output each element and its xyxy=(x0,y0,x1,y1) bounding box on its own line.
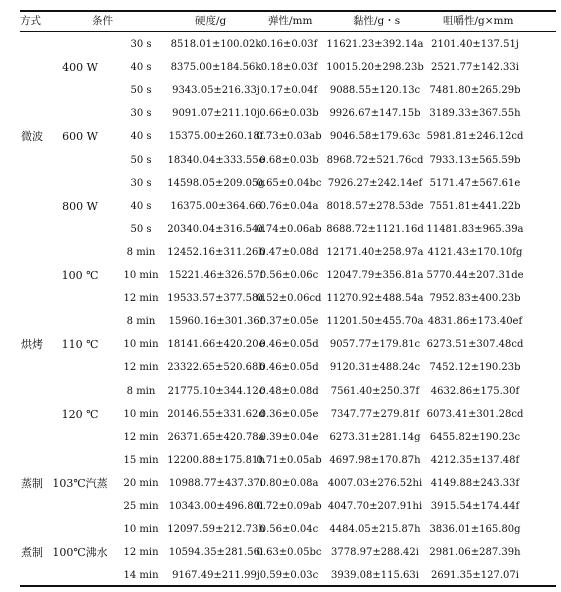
cell-adhesiveness: 9088.55±120.13c xyxy=(329,85,421,97)
cell-hardness: 23322.65±520.68b xyxy=(167,362,265,374)
cell-chewiness: 3915.54±174.44f xyxy=(430,501,520,512)
cell-adhesiveness: 11201.50±455.70a xyxy=(326,316,424,328)
cell-adhesiveness: 12047.79±356.81a xyxy=(326,270,424,281)
cell-chewiness: 4149.88±243.33f xyxy=(430,477,520,489)
cell-hardness: 10594.35±281.56i xyxy=(168,547,264,559)
method-label: 微波 xyxy=(21,130,43,144)
header-hardness: 硬度/g xyxy=(195,15,227,27)
header-chewiness: 咀嚼性/g×mm xyxy=(443,15,514,27)
cell-springiness: 0.37±0.05e xyxy=(259,316,319,328)
cell-chewiness: 5171.47±567.61e xyxy=(429,177,521,189)
cell-springiness: 0.18±0.03f xyxy=(260,62,318,74)
cell-springiness: 0.68±0.03b xyxy=(259,154,319,166)
cell-springiness: 0.80±0.08a xyxy=(259,477,319,489)
cell-adhesiveness: 7926.27±242.14ef xyxy=(327,177,423,189)
condition-label: 100 ℃ xyxy=(61,269,99,282)
header-condition: 条件 xyxy=(92,15,113,27)
cell-hardness: 15960.16±301.36f xyxy=(168,316,264,328)
cell-chewiness: 4212.35±137.48f xyxy=(430,454,520,466)
cell-hardness: 19533.57±377.58d xyxy=(167,293,265,305)
cell-level: 25 min xyxy=(123,501,159,512)
cell-level: 15 min xyxy=(123,454,159,466)
cell-hardness: 15375.00±260.18f xyxy=(168,131,264,143)
cell-chewiness: 7481.80±265.29b xyxy=(429,85,521,97)
cell-adhesiveness: 4697.98±170.87h xyxy=(329,454,421,466)
cell-springiness: 0.16±0.03f xyxy=(260,39,318,50)
cell-adhesiveness: 3778.97±288.42i xyxy=(331,547,419,559)
cell-springiness: 0.36±0.05e xyxy=(259,408,319,420)
cell-level: 50 s xyxy=(130,154,152,166)
cell-chewiness: 5770.44±207.31de xyxy=(426,270,524,281)
cell-level: 8 min xyxy=(126,246,156,258)
cell-hardness: 20146.55±331.62d xyxy=(167,408,265,420)
condition-label: 400 W xyxy=(62,61,98,75)
cell-springiness: 0.63±0.05bc xyxy=(256,547,322,559)
cell-springiness: 0.59±0.03c xyxy=(259,570,319,582)
cell-hardness: 8375.00±184.56k xyxy=(170,62,262,74)
cell-chewiness: 7952.83±400.23b xyxy=(429,293,521,305)
cell-adhesiveness: 9926.67±147.15b xyxy=(329,108,421,120)
cell-springiness: 0.46±0.05d xyxy=(259,362,319,374)
cell-level: 30 s xyxy=(130,108,152,120)
cell-chewiness: 4121.43±170.10fg xyxy=(427,246,523,258)
cell-springiness: 0.71±0.05ab xyxy=(256,454,322,466)
cell-chewiness: 2981.06±287.39h xyxy=(429,547,521,559)
cell-chewiness: 3189.33±367.55h xyxy=(429,108,521,120)
cell-hardness: 10988.77±437.37i xyxy=(168,477,264,489)
cell-chewiness: 6073.41±301.28cd xyxy=(426,408,524,420)
table-top-rule xyxy=(20,10,556,12)
cell-level: 12 min xyxy=(123,547,159,559)
cell-chewiness: 7933.13±565.59b xyxy=(429,154,521,166)
cell-chewiness: 4632.86±175.30f xyxy=(430,385,520,397)
cell-springiness: 0.72±0.09ab xyxy=(256,501,322,512)
cell-springiness: 0.56±0.06c xyxy=(259,270,319,281)
cell-level: 50 s xyxy=(130,85,152,97)
cell-springiness: 0.65±0.04bc xyxy=(256,177,322,189)
condition-label: 110 ℃ xyxy=(61,338,99,352)
header-springiness: 弹性/mm xyxy=(268,15,313,27)
cell-hardness: 12452.16±311.26h xyxy=(167,246,265,258)
cell-level: 8 min xyxy=(126,316,156,328)
cell-chewiness: 4831.86±173.40ef xyxy=(427,316,523,328)
cell-chewiness: 2691.35±127.07i xyxy=(431,570,519,582)
table-bottom-rule xyxy=(20,585,556,587)
condition-label: 800 W xyxy=(62,199,98,213)
cell-hardness: 21775.10±344.12c xyxy=(167,385,265,397)
cell-adhesiveness: 9057.77±179.81c xyxy=(329,339,421,351)
cell-adhesiveness: 4484.05±215.87h xyxy=(329,524,421,536)
cell-chewiness: 2101.40±137.51j xyxy=(431,39,519,50)
cell-adhesiveness: 9046.58±179.63c xyxy=(329,131,421,143)
cell-level: 10 min xyxy=(123,524,159,536)
cell-adhesiveness: 12171.40±258.97a xyxy=(326,246,424,258)
cell-springiness: 0.66±0.03b xyxy=(259,108,319,120)
cell-chewiness: 5981.81±246.12cd xyxy=(426,131,524,143)
cell-chewiness: 3836.01±165.80g xyxy=(429,524,521,536)
cell-adhesiveness: 7561.40±250.37f xyxy=(330,385,420,397)
cell-level: 10 min xyxy=(123,408,159,420)
cell-adhesiveness: 9120.31±488.24c xyxy=(329,362,421,374)
header-method: 方式 xyxy=(20,15,41,27)
cell-level: 50 s xyxy=(130,223,152,235)
cell-hardness: 9167.49±211.99j xyxy=(172,570,260,582)
cell-adhesiveness: 4007.03±276.52hi xyxy=(327,477,423,489)
cell-hardness: 12200.88±175.81h xyxy=(167,454,265,466)
cell-level: 20 min xyxy=(123,477,159,489)
cell-springiness: 0.48±0.08d xyxy=(259,385,319,397)
cell-springiness: 0.52±0.06cd xyxy=(256,293,322,305)
cell-adhesiveness: 11621.23±392.14a xyxy=(326,39,424,50)
cell-chewiness: 11481.83±965.39a xyxy=(426,223,524,235)
cell-level: 40 s xyxy=(130,62,152,74)
cell-chewiness: 7452.12±190.23b xyxy=(429,362,521,374)
cell-chewiness: 6455.82±190.23c xyxy=(429,431,521,443)
cell-hardness: 16375.00±364.66 xyxy=(170,200,262,212)
cell-level: 12 min xyxy=(123,431,159,443)
cell-level: 14 min xyxy=(123,570,159,582)
cell-springiness: 0.46±0.05d xyxy=(259,339,319,351)
cell-adhesiveness: 10015.20±298.23b xyxy=(326,62,424,74)
cell-level: 8 min xyxy=(126,385,156,397)
cell-hardness: 15221.46±326.57f xyxy=(168,270,264,281)
cell-hardness: 10343.00±496.80i xyxy=(168,501,264,512)
cell-adhesiveness: 8968.72±521.76cd xyxy=(326,154,424,166)
cell-hardness: 8518.01±100.02k xyxy=(170,39,262,50)
cell-adhesiveness: 4047.70±207.91hi xyxy=(327,501,423,512)
cell-adhesiveness: 7347.77±279.81f xyxy=(330,408,420,420)
cell-hardness: 9343.05±216.33j xyxy=(172,85,260,97)
cell-adhesiveness: 11270.92±488.54a xyxy=(326,293,424,305)
cell-level: 40 s xyxy=(130,131,152,143)
cell-hardness: 18141.66±420.20e xyxy=(167,339,265,351)
cell-springiness: 0.56±0.04c xyxy=(259,524,319,536)
cell-hardness: 14598.05±209.05g xyxy=(167,177,265,189)
cell-hardness: 18340.04±333.55e xyxy=(167,154,265,166)
cell-springiness: 0.74±0.06ab xyxy=(256,223,322,235)
method-label: 蒸制 xyxy=(21,476,43,490)
cell-level: 30 s xyxy=(130,39,152,50)
condition-label: 600 W xyxy=(62,130,98,144)
cell-adhesiveness: 8018.57±278.53de xyxy=(326,200,424,212)
cell-hardness: 20340.04±316.54d xyxy=(167,223,265,235)
cell-level: 12 min xyxy=(123,362,159,374)
cell-chewiness: 7551.81±441.22b xyxy=(429,200,521,212)
cell-adhesiveness: 8688.72±1121.16d xyxy=(326,223,424,235)
cell-chewiness: 6273.51±307.48cd xyxy=(426,339,524,351)
condition-label: 100℃沸水 xyxy=(52,546,108,560)
cell-level: 30 s xyxy=(130,177,152,189)
cell-hardness: 12097.59±212.73h xyxy=(167,524,265,536)
cell-chewiness: 2521.77±142.33i xyxy=(431,62,519,74)
cell-springiness: 0.17±0.04f xyxy=(260,85,318,97)
cell-level: 10 min xyxy=(123,270,159,281)
cell-level: 10 min xyxy=(123,339,159,351)
cell-level: 40 s xyxy=(130,200,152,212)
header-adhesiveness: 黏性/g・s xyxy=(353,15,401,27)
cell-springiness: 0.39±0.04e xyxy=(259,431,319,443)
cell-hardness: 26371.65±420.78a xyxy=(167,431,265,443)
condition-label: 120 ℃ xyxy=(61,407,99,421)
cell-springiness: 0.47±0.08d xyxy=(259,246,319,258)
cell-hardness: 9091.07±211.10j xyxy=(172,108,260,120)
method-label: 烘烤 xyxy=(21,338,43,352)
cell-springiness: 0.73±0.03ab xyxy=(256,131,322,143)
condition-label: 103℃汽蒸 xyxy=(52,476,108,490)
cell-adhesiveness: 3939.08±115.63i xyxy=(331,570,419,582)
cell-level: 12 min xyxy=(123,293,159,305)
cell-adhesiveness: 6273.31±281.14g xyxy=(329,431,421,443)
cell-springiness: 0.76±0.04a xyxy=(259,200,319,212)
header-bottom-rule xyxy=(20,31,556,32)
method-label: 煮制 xyxy=(21,546,43,560)
